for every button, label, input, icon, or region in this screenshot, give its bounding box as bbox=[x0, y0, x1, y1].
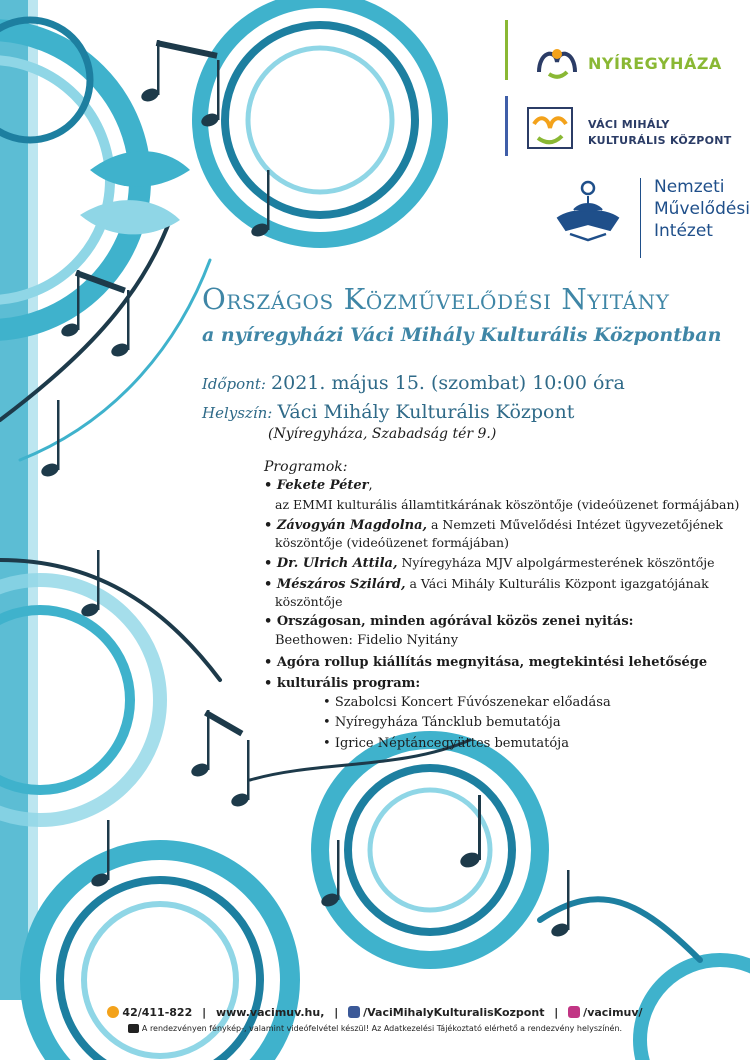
event-address: (Nyíregyháza, Szabadság tér 9.) bbox=[268, 426, 497, 442]
nmi-logo-text bbox=[654, 176, 750, 242]
program-1-desc: az EMMI kulturális államtitkárának köszöntője (videóüzenet formájában) bbox=[275, 497, 740, 512]
sub-2-text: Nyíregyháza Táncklub bemutatója bbox=[334, 715, 561, 730]
facebook-icon bbox=[348, 1006, 360, 1018]
program-sub-3: • Igrice Néptáncegyüttes bemutatója bbox=[323, 736, 569, 751]
sub-3-text: Igrice Néptáncegyüttes bemutatója bbox=[334, 736, 569, 751]
footer-facebook[interactable]: /VaciMihalyKulturalisKozpont bbox=[363, 1006, 545, 1019]
time-label: Időpont: bbox=[202, 375, 266, 393]
page-title: Országos Közművelődési Nyitány bbox=[202, 282, 670, 316]
program-4-desc1: a Váci Mihály Kulturális Központ igazgatójának bbox=[405, 576, 709, 591]
phone-icon bbox=[107, 1006, 119, 1018]
program-item-4: • Mészáros Szilárd, a Váci Mihály Kulturális Központ igazgatójának bbox=[264, 576, 709, 592]
vaci-logo-icon bbox=[522, 104, 578, 152]
program-7-title: kulturális program: bbox=[276, 676, 421, 691]
nmi-logo-line3: Intézet bbox=[654, 221, 713, 241]
program-3-name: Dr. Ulrich Attila, bbox=[276, 556, 398, 571]
program-2-desc2: köszöntője (videóüzenet formájában) bbox=[275, 535, 509, 550]
footer-notice bbox=[0, 1024, 750, 1033]
nmi-logo-icon bbox=[550, 180, 626, 246]
program-sub-2: • Nyíregyháza Táncklub bemutatója bbox=[323, 715, 561, 730]
nmi-logo-line2: Művelődési bbox=[654, 199, 750, 219]
nmi-logo-bar bbox=[640, 178, 641, 258]
program-2-desc1: a Nemzeti Művelődési Intézet ügyvezetőjének bbox=[427, 517, 724, 532]
program-1-name: Fekete Péter bbox=[276, 478, 369, 493]
program-item-5: • Országosan, minden agórával közös zenei nyitás: bbox=[264, 614, 634, 629]
program-4-desc2: köszöntője bbox=[275, 594, 343, 609]
nyiregyhaza-logo-text: NYÍREGYHÁZA bbox=[588, 54, 722, 73]
nyiregyhaza-logo-bar bbox=[505, 20, 508, 80]
footer-phone: 42/411-822 bbox=[122, 1006, 193, 1019]
page-subtitle: a nyíregyházi Váci Mihály Kulturális Központban bbox=[202, 324, 722, 346]
program-item-7: • kulturális program: bbox=[264, 676, 421, 691]
vaci-logo-text bbox=[588, 117, 732, 149]
place-value: Váci Mihály Kulturális Központ bbox=[277, 401, 575, 423]
camera-icon bbox=[128, 1024, 139, 1033]
program-item-1: • Fekete Péter, bbox=[264, 478, 373, 493]
vaci-logo-bar bbox=[505, 96, 508, 156]
program-item-6: • Agóra rollup kiállítás megnyitása, megtekintési lehetősége bbox=[264, 655, 708, 670]
program-2-name: Závogyán Magdolna, bbox=[276, 518, 428, 533]
program-6-title: Agóra rollup kiállítás megnyitása, megtekintési lehetősége bbox=[276, 655, 708, 670]
program-4-name: Mészáros Szilárd, bbox=[276, 577, 406, 592]
instagram-icon bbox=[568, 1006, 580, 1018]
event-time bbox=[202, 372, 625, 394]
program-3-desc: Nyíregyháza MJV alpolgármesterének köszöntője bbox=[397, 555, 715, 570]
footer-notice-text: A rendezvényen fénykép-, valamint videófelvétel készül! Az Adatkezelési Tájékoztató elérhető a rendezvény helyszínén. bbox=[141, 1024, 623, 1033]
program-5-desc: Beethowen: Fidelio Nyitány bbox=[275, 633, 459, 648]
program-5-title: Országosan, minden agórával közös zenei nyitás: bbox=[276, 614, 634, 629]
footer-instagram[interactable]: /vacimuv/ bbox=[583, 1006, 643, 1019]
nyiregyhaza-logo-icon bbox=[535, 42, 579, 80]
footer-contacts: 42/411-822 | www.vacimuv.hu, | /VaciMihalyKulturalisKozpont | /vacimuv/ bbox=[0, 1006, 750, 1019]
program-item-2: • Závogyán Magdolna, a Nemzeti Művelődési Intézet ügyvezetőjének bbox=[264, 517, 724, 533]
programs-heading: Programok: bbox=[264, 459, 348, 475]
sub-1-text: Szabolcsi Koncert Fúvószenekar előadása bbox=[334, 695, 611, 710]
footer-web[interactable]: www.vacimuv.hu, bbox=[215, 1006, 325, 1019]
program-item-3: • Dr. Ulrich Attila, Nyíregyháza MJV alpolgármesterének köszöntője bbox=[264, 555, 715, 571]
event-place bbox=[202, 401, 574, 423]
vaci-logo-line2: KULTURÁLIS KÖZPONT bbox=[588, 134, 732, 147]
program-sub-1: • Szabolcsi Koncert Fúvószenekar előadása bbox=[323, 695, 611, 710]
time-value: 2021. május 15. (szombat) 10:00 óra bbox=[271, 372, 625, 394]
vaci-logo-line1: VÁCI MIHÁLY bbox=[588, 118, 670, 131]
place-label: Helyszín: bbox=[202, 404, 273, 422]
nmi-logo-line1: Nemzeti bbox=[654, 177, 725, 197]
